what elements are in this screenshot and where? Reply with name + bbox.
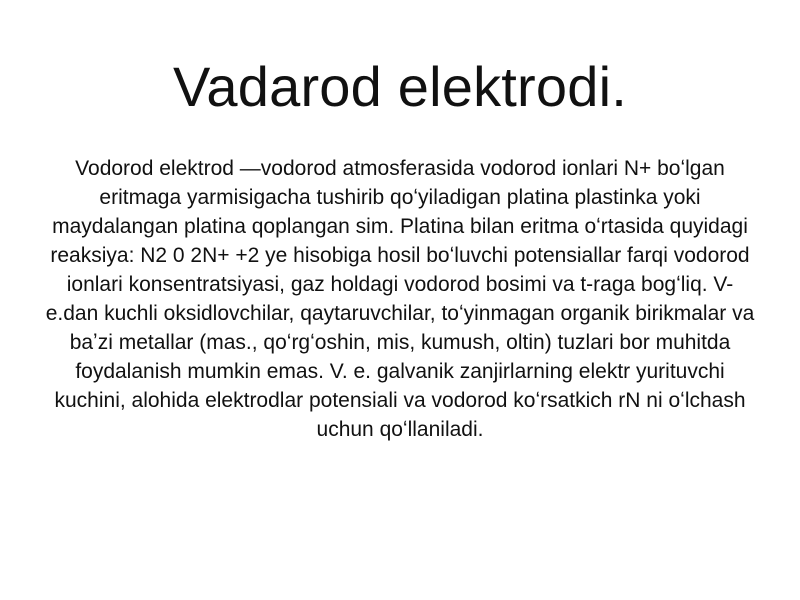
slide-body-text: Vodorod elektrod —vodorod atmosferasida vodorod ionlari N+ boʻlgan eritmaga yarmisigacha tushirib qoʻyiladigan platina plastinka yoki maydalangan platina qoplangan sim. Platina bilan eritma oʻrtasida quyidagi reaksiya: N2 0 2N+ +2 ye hisobiga hosil boʻluvchi potensiallar farqi vodorod ionlari konsentratsiyasi, gaz holdagi vodorod bosimi va t-raga bogʻliq. V- e.dan kuchli oksidlovchilar, qaytaruvchilar, toʻyinmagan organik birikmalar va baʼzi metallar (mas., qoʻrgʻoshin, mis, kumush, oltin) tuzlari bor muhitda foydalanish mumkin emas. V. e. galvanik zanjirlarning elektr yurituvchi kuchini, alohida elektrodlar potensiali va vodorod koʻrsatkich rN ni oʻlchash uchun qoʻllaniladi. xyxy=(45,157,755,441)
slide-title: Vadarod elektrodi. xyxy=(173,55,627,118)
